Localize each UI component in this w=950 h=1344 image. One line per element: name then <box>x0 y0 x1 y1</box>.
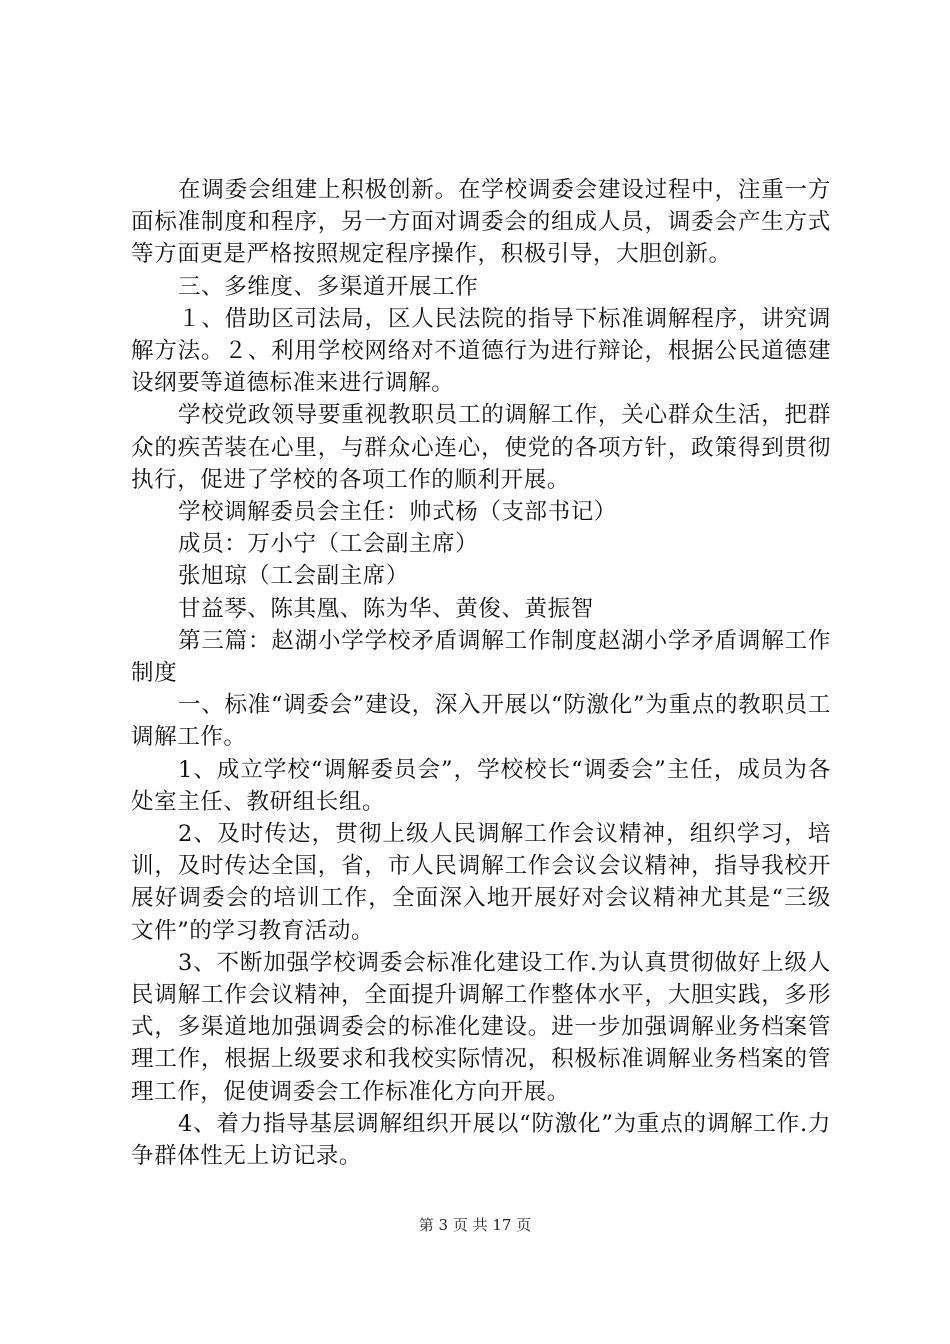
committee-member-line: 成员：万小宁（工会副主席） <box>178 531 479 558</box>
paragraph-methods: １、借助区司法局，区人民法院的指导下标准调解程序，讲究调解方法。２、利用学校网络对不道德行为进行辩论，根据公民道德建设纲要等道德标准来进行调解。 <box>131 305 831 397</box>
chapter-three-title: 第三篇：赵湖小学学校矛盾调解工作制度赵湖小学矛盾调解工作制度 <box>131 627 831 687</box>
section-heading-three: 三、多维度、多渠道开展工作 <box>178 273 479 300</box>
item-one: 1、成立学校“调解委员会”，学校校长“调委会”主任，成员为各处室主任、教研组长组。 <box>131 756 831 815</box>
committee-member-line-2: 张旭琼（工会副主席） <box>178 563 410 590</box>
item-three: 3、不断加强学校调委会标准化建设工作.为认真贯彻做好上级人民调解工作会议精神，全面提升调解工作整体水平，大胆实践，多形式，多渠道地加强调委会的标准化建设。进一步加强调解业务档案管理工作，根据上级要求和我校实际情况，积极标准调解业务档案的管理工作，促使调委会工作标准化方向开展。 <box>131 949 831 1105</box>
committee-director-line: 学校调解委员会主任：帅式杨（支部书记） <box>178 499 617 526</box>
paragraph-committee-innovation: 在调委会组建上积极创新。在学校调委会建设过程中，注重一方面标准制度和程序，另一方面对调委会的组成人员，调委会产生方式等方面更是严格按照规定程序操作，积极引导，大胆创新。 <box>131 177 831 268</box>
committee-member-names: 甘益琴、陈其凰、陈为华、黄俊、黄振智 <box>178 595 594 622</box>
item-two: 2、及时传达，贯彻上级人民调解工作会议精神，组织学习，培训，及时传达全国，省，市人民调解工作会议会议精神，指导我校开展好调委会的培训工作，全面深入地开展好对会议精神尤其是“三级文件”的学习教育活动。 <box>131 821 831 944</box>
section-heading-one: 一、标准“调委会”建设，深入开展以“防激化”为重点的教职员工调解工作。 <box>131 692 831 751</box>
paragraph-leadership: 学校党政领导要重视教职员工的调解工作，关心群众生活，把群众的疾苦装在心里，与群众心连心，使党的各项方针，政策得到贯彻执行，促进了学校的各项工作的顺利开展。 <box>131 402 831 493</box>
item-four: 4、着力指导基层调解组织开展以“防激化”为重点的调解工作.力争群体性无上访记录。 <box>131 1110 831 1170</box>
page-number-footer: 第 3 页 共 17 页 <box>418 1216 532 1234</box>
document-body <box>131 174 831 1172</box>
